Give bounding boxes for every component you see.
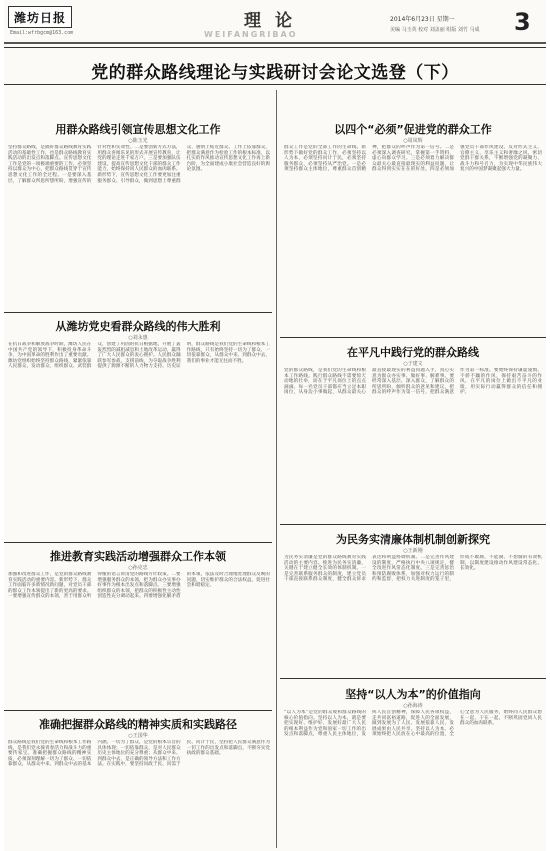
article-body: 加强和改进群众工作，是党的群众路线教育实践活动的重要内容。新形势下，群众工作面临许多新情况新问题，对党员干部的群众工作本领提出了新的更高的要求。一要增强宣传群众的本领，善于用群众听得懂的语言讲清党的路线方针政策。二要增强服务群众的本领，把为群众办实事办好事作为根本出发点和落脚点。三要增强组织群众的本领，把群众的积极性主动性创造性充分调动起来。四要增强化解矛盾的本领，依法及时合理地处理群众反映的问题，切实维护群众的合法权益，促进社会和谐稳定。: [8, 572, 270, 600]
article-body: 群众工作是党的全部工作的生命线。新形势下做好党的群众工作，必须坚持以人为本，必须坚持问计于民，必须坚持服务群众，必须坚持从严治党。一是必须坚持群众主体地位，尊重群众首创精神，把群众的呼声作为第一信号。二是必须深入调查研究，掌握第一手资料，虚心向群众学习。三是必须着力解决群众最关心最直接最现实的利益问题，让群众得到实实在在的好处。四是必须加强党员干部作风建设，反对形式主义、官僚主义、享乐主义和奢靡之风，密切党群干群关系，不断增强党的凝聚力、战斗力和号召力，为实现中华民族伟大复兴的中国梦凝聚起强大力量。: [284, 145, 542, 173]
masthead: [4, 0, 546, 44]
article-body: 群众路线是我们党的生命线和根本工作路线，是我们党永葆青春活力和战斗力的重要传家宝。准确把握群众路线的精神实质，必须深刻理解一切为了群众、一切依靠群众，从群众中来、到群众中去的基本内涵。一切为了群众，是党的根本宗旨的具体体现；一切依靠群众，是对人民群众历史主体地位的充分尊重；从群众中来、到群众中去，是正确的领导方法和工作方法。在实践中，要坚持问政于民、问需于民、问计于民，坚持把人民群众满意作为一切工作的出发点和落脚点，不断夯实党执政的群众基础。: [8, 740, 270, 768]
column-divider: [276, 312, 277, 556]
article-author: ○周凤辉: [403, 138, 423, 144]
column-divider: [276, 556, 277, 848]
article-title: 从潍坊党史看群众路线的伟大胜利: [55, 320, 221, 333]
rule: [280, 678, 546, 679]
article-title: 以四个“必须”促进党的群众工作: [334, 123, 492, 136]
rule: [4, 710, 272, 711]
rule: [4, 47, 546, 48]
column-divider: [276, 90, 277, 330]
rule: [4, 312, 272, 313]
article-title: 为民务实清廉体制机制创新探究: [336, 533, 490, 546]
newspaper-page: [4, 0, 546, 851]
article-author: ○王国华: [128, 733, 148, 739]
article-author: ○孙海涛: [403, 703, 423, 709]
article-title: 准确把握群众路线的精神实质和实践路径: [39, 718, 237, 731]
article-body: 为民务实清廉是党的群众路线教育实践活动的主要内容。推进为民务实清廉，关键在于建立健全长效的体制机制。一是完善联系服务群众的制度，建立党员干部直接联系群众制度，健全群众诉求表达和利益协调机制。二是完善作风建设的制度，严格执行中央八项规定，健全改进作风常态化制度。三是完善惩治和预防腐败体系，加强对权力运行的制约和监督，把权力关进制度的笼子里，形成不敢腐、不能腐、不想腐的有效机制，以制度建设推动作风建设常态化、长效化。: [284, 555, 542, 583]
article-author: ○陈玉光: [128, 138, 148, 144]
article-body: “以人为本”是党的群众观和群众路线的核心价值指向。坚持以人为本，就是要把实现好、维护好、发展好最广大人民的根本利益作为党和国家一切工作的出发点和落脚点，尊重人民主体地位，发挥人民首创精神，保障人民各项权益，走共同富裕道路，促进人的全面发展，做到发展为了人民、发展依靠人民、发展成果由人民共享。坚持以人为本，必须始终把人民放在心中最高的位置，全心全意为人民服务，始终同人民群众想在一起、干在一起，不断巩固党同人民群众的血肉联系。: [284, 710, 542, 738]
rule: [4, 84, 546, 85]
page-number: 3: [514, 8, 531, 36]
editor-credits: 美编 马玉英 校对 刘盖丽 组版 刘竹 马成: [390, 27, 480, 33]
rule: [4, 542, 272, 543]
article-title: 推进教育实践活动增强群众工作本领: [50, 550, 226, 563]
article-title: 在平凡中践行党的群众路线: [347, 346, 479, 359]
article-body: 坚持群众路线，是搞好群众路线教育实践活动的基础性工作，也是群众路线教育实践活动的出发点和落脚点。宣传思想文化工作是党的一项极端重要的工作，必须坚持以群众为中心，把群众路线贯穿于宣传思想文化工作的全过程。一是要深入基层，了解群众所思所想所盼，增强宣传的针对性和实效性。二是要创新方式方法，用群众喜闻乐见的形式开展宣传教育，让党的理论走进千家万户。三是要加强队伍建设，提高宣传思想文化干部的群众工作能力，始终保持同人民群众的血肉联系。新形势下，宣传思想文化工作要更加注重服务群众、引导群众，做到思想上尊重群众、感情上贴近群众、工作上依靠群众，把群众满意作为检验工作的根本标准，以扎实的作风推动宣传思想文化工作再上新台阶，为全面建成小康社会营造良好的舆论氛围。: [8, 145, 270, 184]
issue-date: 2014年6月23日 星期一: [390, 16, 455, 23]
section-subtitle: WEIFANGRIBAO: [204, 30, 298, 39]
rule: [280, 337, 546, 338]
rule: [280, 524, 546, 525]
article-title: 用群众路线引领宣传思想文化工作: [55, 123, 221, 136]
newspaper-logo: 潍坊日报: [8, 6, 72, 28]
article-author: ○刘永惠: [128, 335, 148, 341]
article-title: 坚持“以人为本”的价值指向: [345, 688, 481, 701]
article-author: ○孙克忠: [128, 565, 148, 571]
article-author: ○王新刚: [403, 548, 423, 554]
contact-email: Email:wfrbgcm@163.com: [10, 30, 74, 36]
page-headline: 党的群众路线理论与实践研讨会论文选登（下）: [91, 63, 459, 83]
article-body: 党的群众路线，是我们党的生命线和根本工作路线。践行群众路线不需要惊天动地的壮举，而在于平凡岗位上的点点滴滴。每一名党员干部都应当立足本职岗位，从身边小事做起，从群众最关心最直接最现实的利益问题入手，真心实意为群众办实事、做好事、解难事。要经常深入基层、深入群众，了解群众的所思所盼，倾听群众的意见和建议，把群众的呼声作为第一信号，把群众满意作为第一标准。要始终保持谦虚谨慎、不骄不躁的作风，保持艰苦奋斗的作风，在平凡的岗位上做出不平凡的业绩，用实际行动赢得群众的信任和拥护。: [284, 368, 542, 396]
article-author: ○于建文: [403, 361, 423, 367]
section-title: 理论: [244, 11, 306, 31]
article-body: 在抗日战争和解放战争时期，潍坊人民在中国共产党的领导下，积极投身革命斗争，为中国革命的胜利作出了重要贡献。潍坊党组织始终坚持群众路线，紧紧依靠人民群众，发动群众、组织群众、武装群众，创建了巩固的抗日根据地，开展了轰轰烈烈的减租减息和土地改革运动，赢得了广大人民群众的衷心拥护。人民群众踊跃参军参战，支援前线，为夺取战争胜利提供了源源不断的人力物力支持。历史证明，群众路线是我们党的生命线和根本工作路线，只有始终坚持一切为了群众、一切依靠群众，从群众中来、到群众中去，我们的事业才能无往而不胜。: [8, 342, 270, 370]
